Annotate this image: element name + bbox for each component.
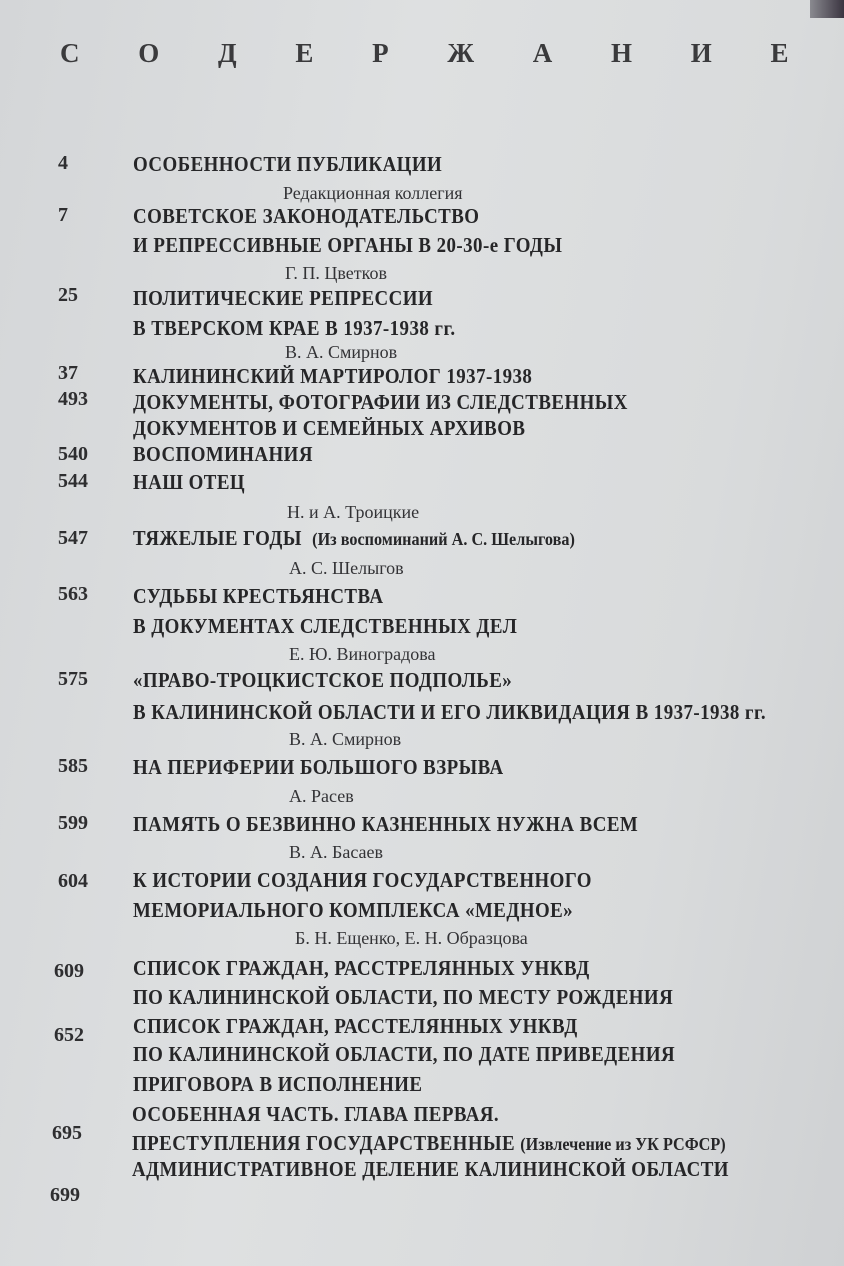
toc-entry-title: СУДЬБЫ КРЕСТЬЯНСТВА [133, 584, 384, 608]
toc-entry-title: СОВЕТСКОЕ ЗАКОНОДАТЕЛЬСТВО [133, 204, 480, 228]
toc-page-number: 695 [52, 1122, 82, 1144]
toc-entry-title [133, 526, 575, 551]
toc-entry-title: В ДОКУМЕНТАХ СЛЕДСТВЕННЫХ ДЕЛ [133, 614, 518, 638]
toc-page-number: 7 [58, 204, 68, 226]
toc-entry-title: ДОКУМЕНТОВ И СЕМЕЙНЫХ АРХИВОВ [133, 416, 526, 440]
toc-entry-title: ДОКУМЕНТЫ, ФОТОГРАФИИ ИЗ СЛЕДСТВЕННЫХ [133, 390, 628, 414]
toc-entry-title: ПАМЯТЬ О БЕЗВИННО КАЗНЕННЫХ НУЖНА ВСЕМ [133, 812, 639, 836]
toc-page-number: 599 [58, 812, 88, 834]
toc-page-number: 544 [58, 470, 88, 492]
toc-entry-title: НАШ ОТЕЦ [133, 470, 246, 494]
toc-entry-title: В ТВЕРСКОМ КРАЕ В 1937-1938 гг. [133, 316, 456, 340]
toc-page-number: 609 [54, 960, 84, 982]
toc-entry-title: К ИСТОРИИ СОЗДАНИЯ ГОСУДАРСТВЕННОГО [133, 868, 592, 892]
toc-entry-title: И РЕПРЕССИВНЫЕ ОРГАНЫ В 20-30-е ГОДЫ [133, 233, 563, 257]
toc-entry-title: ВОСПОМИНАНИЯ [133, 442, 313, 466]
toc-entry-author: Е. Ю. Виноградова [289, 644, 436, 664]
toc-page-number: 493 [58, 388, 88, 410]
toc-page-number: 563 [58, 583, 88, 605]
toc-entry-title: ОСОБЕННАЯ ЧАСТЬ. ГЛАВА ПЕРВАЯ. [132, 1102, 500, 1126]
toc-entry-title: В КАЛИНИНСКОЙ ОБЛАСТИ И ЕГО ЛИКВИДАЦИЯ В 1937-1938 гг. [133, 700, 767, 724]
toc-entry-title-text: ПРЕСТУПЛЕНИЯ ГОСУДАРСТВЕННЫЕ [132, 1131, 516, 1155]
toc-entry-title: КАЛИНИНСКИЙ МАРТИРОЛОГ 1937-1938 [133, 364, 533, 388]
toc-entry-author: Редакционная коллегия [283, 183, 463, 203]
toc-entry-author: В. А. Смирнов [285, 342, 398, 362]
toc-page-number: 547 [58, 527, 88, 549]
toc-entry-note: (Извлечение из УК РСФСР) [520, 1134, 726, 1154]
toc-entry-author: Г. П. Цветков [285, 263, 387, 283]
toc-entry-note: (Из воспоминаний А. С. Шелыгова) [312, 529, 575, 549]
toc-entry-title: ПРИГОВОРА В ИСПОЛНЕНИЕ [133, 1072, 423, 1096]
toc-entry-author: Н. и А. Троицкие [287, 502, 420, 522]
toc-entry-title-text: ТЯЖЕЛЫЕ ГОДЫ [133, 526, 302, 550]
toc-page-number: 25 [58, 284, 78, 306]
toc-entry-author: А. Расев [289, 786, 354, 806]
toc-page-number: 604 [58, 870, 88, 892]
toc-entry-title: ПОЛИТИЧЕСКИЕ РЕПРЕССИИ [133, 286, 434, 310]
toc-entry-title [132, 1131, 726, 1156]
toc-entry-title: СПИСОК ГРАЖДАН, РАССТЕЛЯННЫХ УНКВД [133, 1014, 578, 1038]
toc-entry-author: Б. Н. Ещенко, Е. Н. Образцова [295, 928, 528, 948]
toc-entry-title: АДМИНИСТРАТИВНОЕ ДЕЛЕНИЕ КАЛИНИНСКОЙ ОБЛАСТИ [132, 1157, 729, 1181]
page-title: С О Д Е Р Ж А Н И Е [60, 38, 815, 68]
toc-entry-title: СПИСОК ГРАЖДАН, РАССТРЕЛЯННЫХ УНКВД [133, 956, 590, 980]
toc-page-number: 4 [58, 152, 68, 174]
toc-entry-title: ПО КАЛИНИНСКОЙ ОБЛАСТИ, ПО ДАТЕ ПРИВЕДЕНИЯ [133, 1042, 676, 1066]
toc-entry-title: «ПРАВО-ТРОЦКИСТСКОЕ ПОДПОЛЬЕ» [133, 668, 513, 692]
toc-entry-title: НА ПЕРИФЕРИИ БОЛЬШОГО ВЗРЫВА [133, 755, 504, 779]
toc-page-number: 585 [58, 755, 88, 777]
toc-entry-title: ОСОБЕННОСТИ ПУБЛИКАЦИИ [133, 152, 443, 176]
toc-page-number: 699 [50, 1184, 80, 1206]
toc-entry-title: ПО КАЛИНИНСКОЙ ОБЛАСТИ, ПО МЕСТУ РОЖДЕНИЯ [133, 985, 674, 1009]
toc-entry-author: А. С. Шелыгов [289, 558, 404, 578]
toc-page-number: 37 [58, 362, 78, 384]
toc-page-number: 652 [54, 1024, 84, 1046]
toc-entry-author: В. А. Смирнов [289, 729, 402, 749]
toc-entry-author: В. А. Басаев [289, 842, 384, 862]
toc-page-number: 540 [58, 443, 88, 465]
toc-entry-title: МЕМОРИАЛЬНОГО КОМПЛЕКСА «МЕДНОЕ» [133, 898, 574, 922]
toc-page-number: 575 [58, 668, 88, 690]
